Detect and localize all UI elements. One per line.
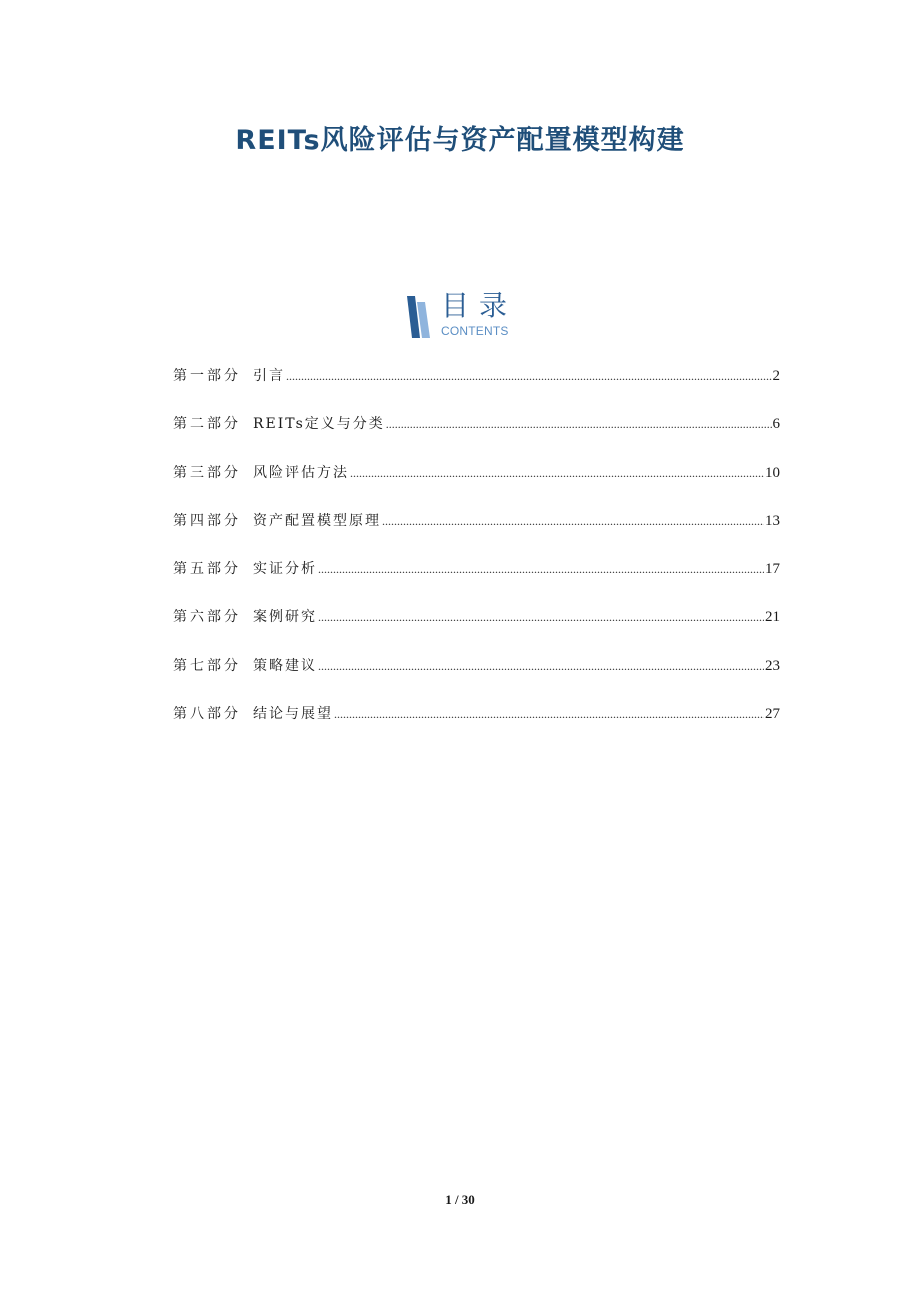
toc-page-number: 2 <box>772 368 780 384</box>
toc-part-label: 第七部分 <box>173 657 241 674</box>
toc-section-name: 引言 <box>253 368 285 384</box>
toc-stripe-icon <box>406 296 432 338</box>
toc-section-name: REITs定义与分类 <box>253 416 385 433</box>
toc-leader <box>318 656 764 676</box>
toc-entry[interactable] <box>173 366 780 414</box>
toc-leader <box>334 704 764 724</box>
toc-section-name: 资产配置模型原理 <box>253 512 381 529</box>
toc-page-number: 6 <box>772 416 780 433</box>
toc-section-name: 风险评估方法 <box>253 464 349 481</box>
toc-entry[interactable] <box>173 559 780 607</box>
toc-part-label: 第二部分 <box>173 416 241 433</box>
document-title: REITs风险评估与资产配置模型构建 <box>235 125 685 156</box>
toc-entry[interactable] <box>173 607 780 655</box>
toc-entry[interactable] <box>173 414 780 462</box>
toc-leader <box>386 414 772 434</box>
toc-entry[interactable] <box>173 511 780 559</box>
table-of-contents <box>173 366 780 752</box>
toc-subheading: CONTENTS <box>441 324 509 338</box>
toc-page-number: 27 <box>765 706 780 723</box>
toc-part-label: 第三部分 <box>173 464 241 481</box>
toc-entry[interactable] <box>173 704 780 752</box>
toc-leader <box>382 511 764 531</box>
toc-part-label: 第五部分 <box>173 561 241 578</box>
toc-part-label: 第四部分 <box>173 512 241 529</box>
toc-page-number: 17 <box>765 561 780 578</box>
toc-part-label: 第六部分 <box>173 609 241 626</box>
toc-section-name: 实证分析 <box>253 561 317 578</box>
toc-leader <box>318 607 764 627</box>
toc-leader <box>350 463 764 483</box>
toc-leader <box>318 559 764 579</box>
toc-entry[interactable] <box>173 463 780 511</box>
toc-heading: 目录 <box>441 289 518 322</box>
page-indicator: 1 / 30 <box>445 1192 475 1207</box>
toc-section-name: 结论与展望 <box>253 706 333 723</box>
toc-page-number: 23 <box>765 657 780 674</box>
toc-section-name: 案例研究 <box>253 609 317 626</box>
toc-leader <box>286 366 772 386</box>
toc-page-number: 21 <box>765 609 780 626</box>
toc-entry[interactable] <box>173 656 780 704</box>
toc-page-number: 10 <box>765 464 780 481</box>
toc-part-label: 第八部分 <box>173 706 241 723</box>
toc-section-name: 策略建议 <box>253 657 317 674</box>
toc-part-label: 第一部分 <box>173 368 241 384</box>
toc-header <box>406 289 526 340</box>
toc-page-number: 13 <box>765 512 780 529</box>
